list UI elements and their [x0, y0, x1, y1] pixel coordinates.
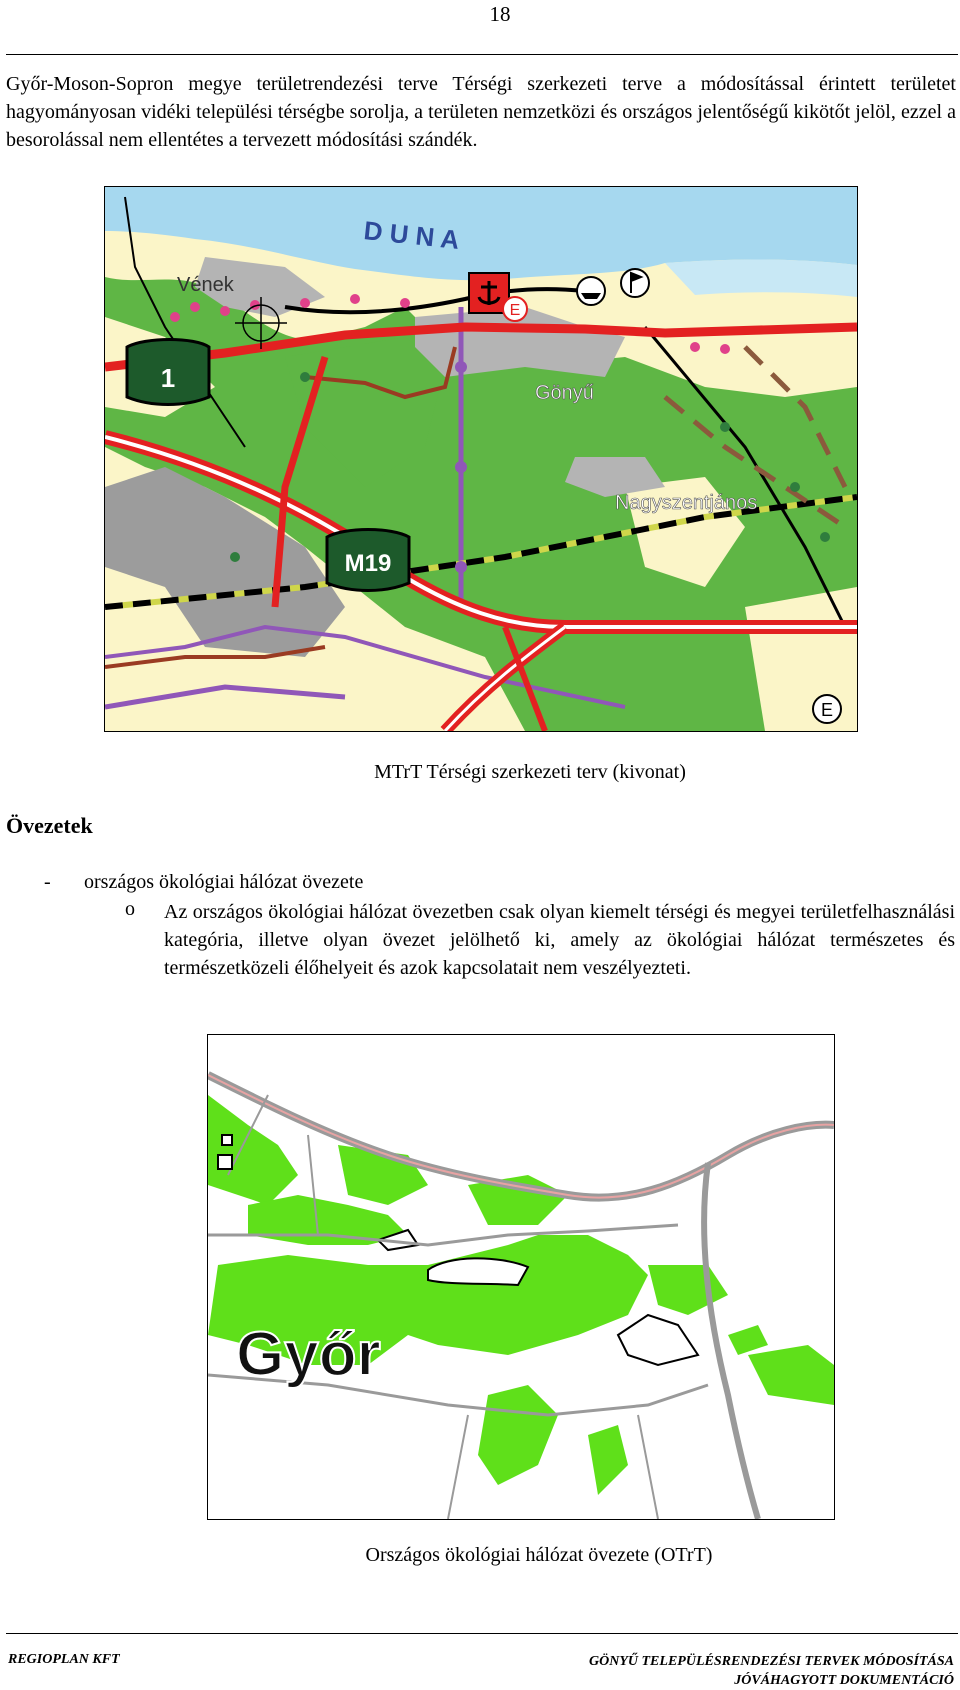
road-shield-m19-label: M19	[344, 550, 392, 577]
bullet-dash: -	[44, 871, 51, 893]
ecological-network-map-svg	[208, 1035, 834, 1519]
ship-icon	[577, 277, 605, 305]
ecological-network-map	[207, 1034, 835, 1520]
venek-label: Vének	[177, 274, 234, 296]
footer-line-2: JÓVÁHAGYOTT DOKUMENTÁCIÓ	[734, 1673, 954, 1688]
regional-structure-map	[104, 186, 858, 732]
regional-structure-map-svg	[105, 187, 857, 731]
river-bank	[665, 260, 857, 298]
footer-document-title	[589, 1652, 954, 1690]
section-heading: Övezetek	[6, 813, 93, 838]
sub-bullet-text: Az országos ökológiai hálózat övezetben csak olyan kiemelt térségi és megyei területfelhasználási kategória, illetve olyan övezet jelölhető ki, amely az ökológiai hálózat természetes és természetközeli élőhelyeit és azok kapcsolatait nem veszélyezteti.	[164, 901, 955, 979]
map1-caption: MTrT Térségi szerkezeti terv (kivonat)	[374, 761, 686, 783]
page-number: 18	[489, 2, 511, 26]
header-rule	[6, 54, 958, 55]
flag-icon	[621, 269, 649, 297]
river-label: D U N A	[362, 215, 461, 255]
bullet-text: országos ökológiai hálózat övezete	[84, 871, 364, 893]
e-marker-label-2: E	[820, 700, 834, 720]
map2-caption: Országos ökológiai hálózat övezete (OTrT)	[365, 1544, 713, 1566]
footer-company: REGIOPLAN KFT	[8, 1652, 120, 1667]
e-marker-label: E	[509, 302, 521, 319]
gonyu-label: Gönyű	[535, 382, 594, 404]
urban-cutout	[428, 1258, 528, 1285]
nagyszentjanos-label: Nagyszentjános	[615, 492, 758, 514]
road-shield-1-label: 1	[160, 363, 176, 393]
footer-line-1: GÖNYŰ TELEPÜLÉSRENDEZÉSI TERVEK MÓDOSÍTÁSA	[589, 1654, 954, 1669]
road-shield-m19	[327, 530, 409, 591]
intro-paragraph: Győr-Moson-Sopron megye területrendezési terve Térségi szerkezeti terve a módosítással érintett területet hagyományosan vidéki települési térségbe sorolja, a területen nemzetközi és országos jelentőségű kikötőt jelöl, ezzel a besorolással nem ellentétes a tervezett módosítási szándék.	[6, 73, 956, 151]
building-marker	[218, 1155, 232, 1169]
road-shield-1	[127, 340, 209, 405]
footer-rule	[6, 1633, 958, 1634]
sub-bullet-marker: o	[125, 898, 135, 920]
building-marker	[222, 1135, 232, 1145]
gyor-label: Győr	[236, 1320, 381, 1389]
